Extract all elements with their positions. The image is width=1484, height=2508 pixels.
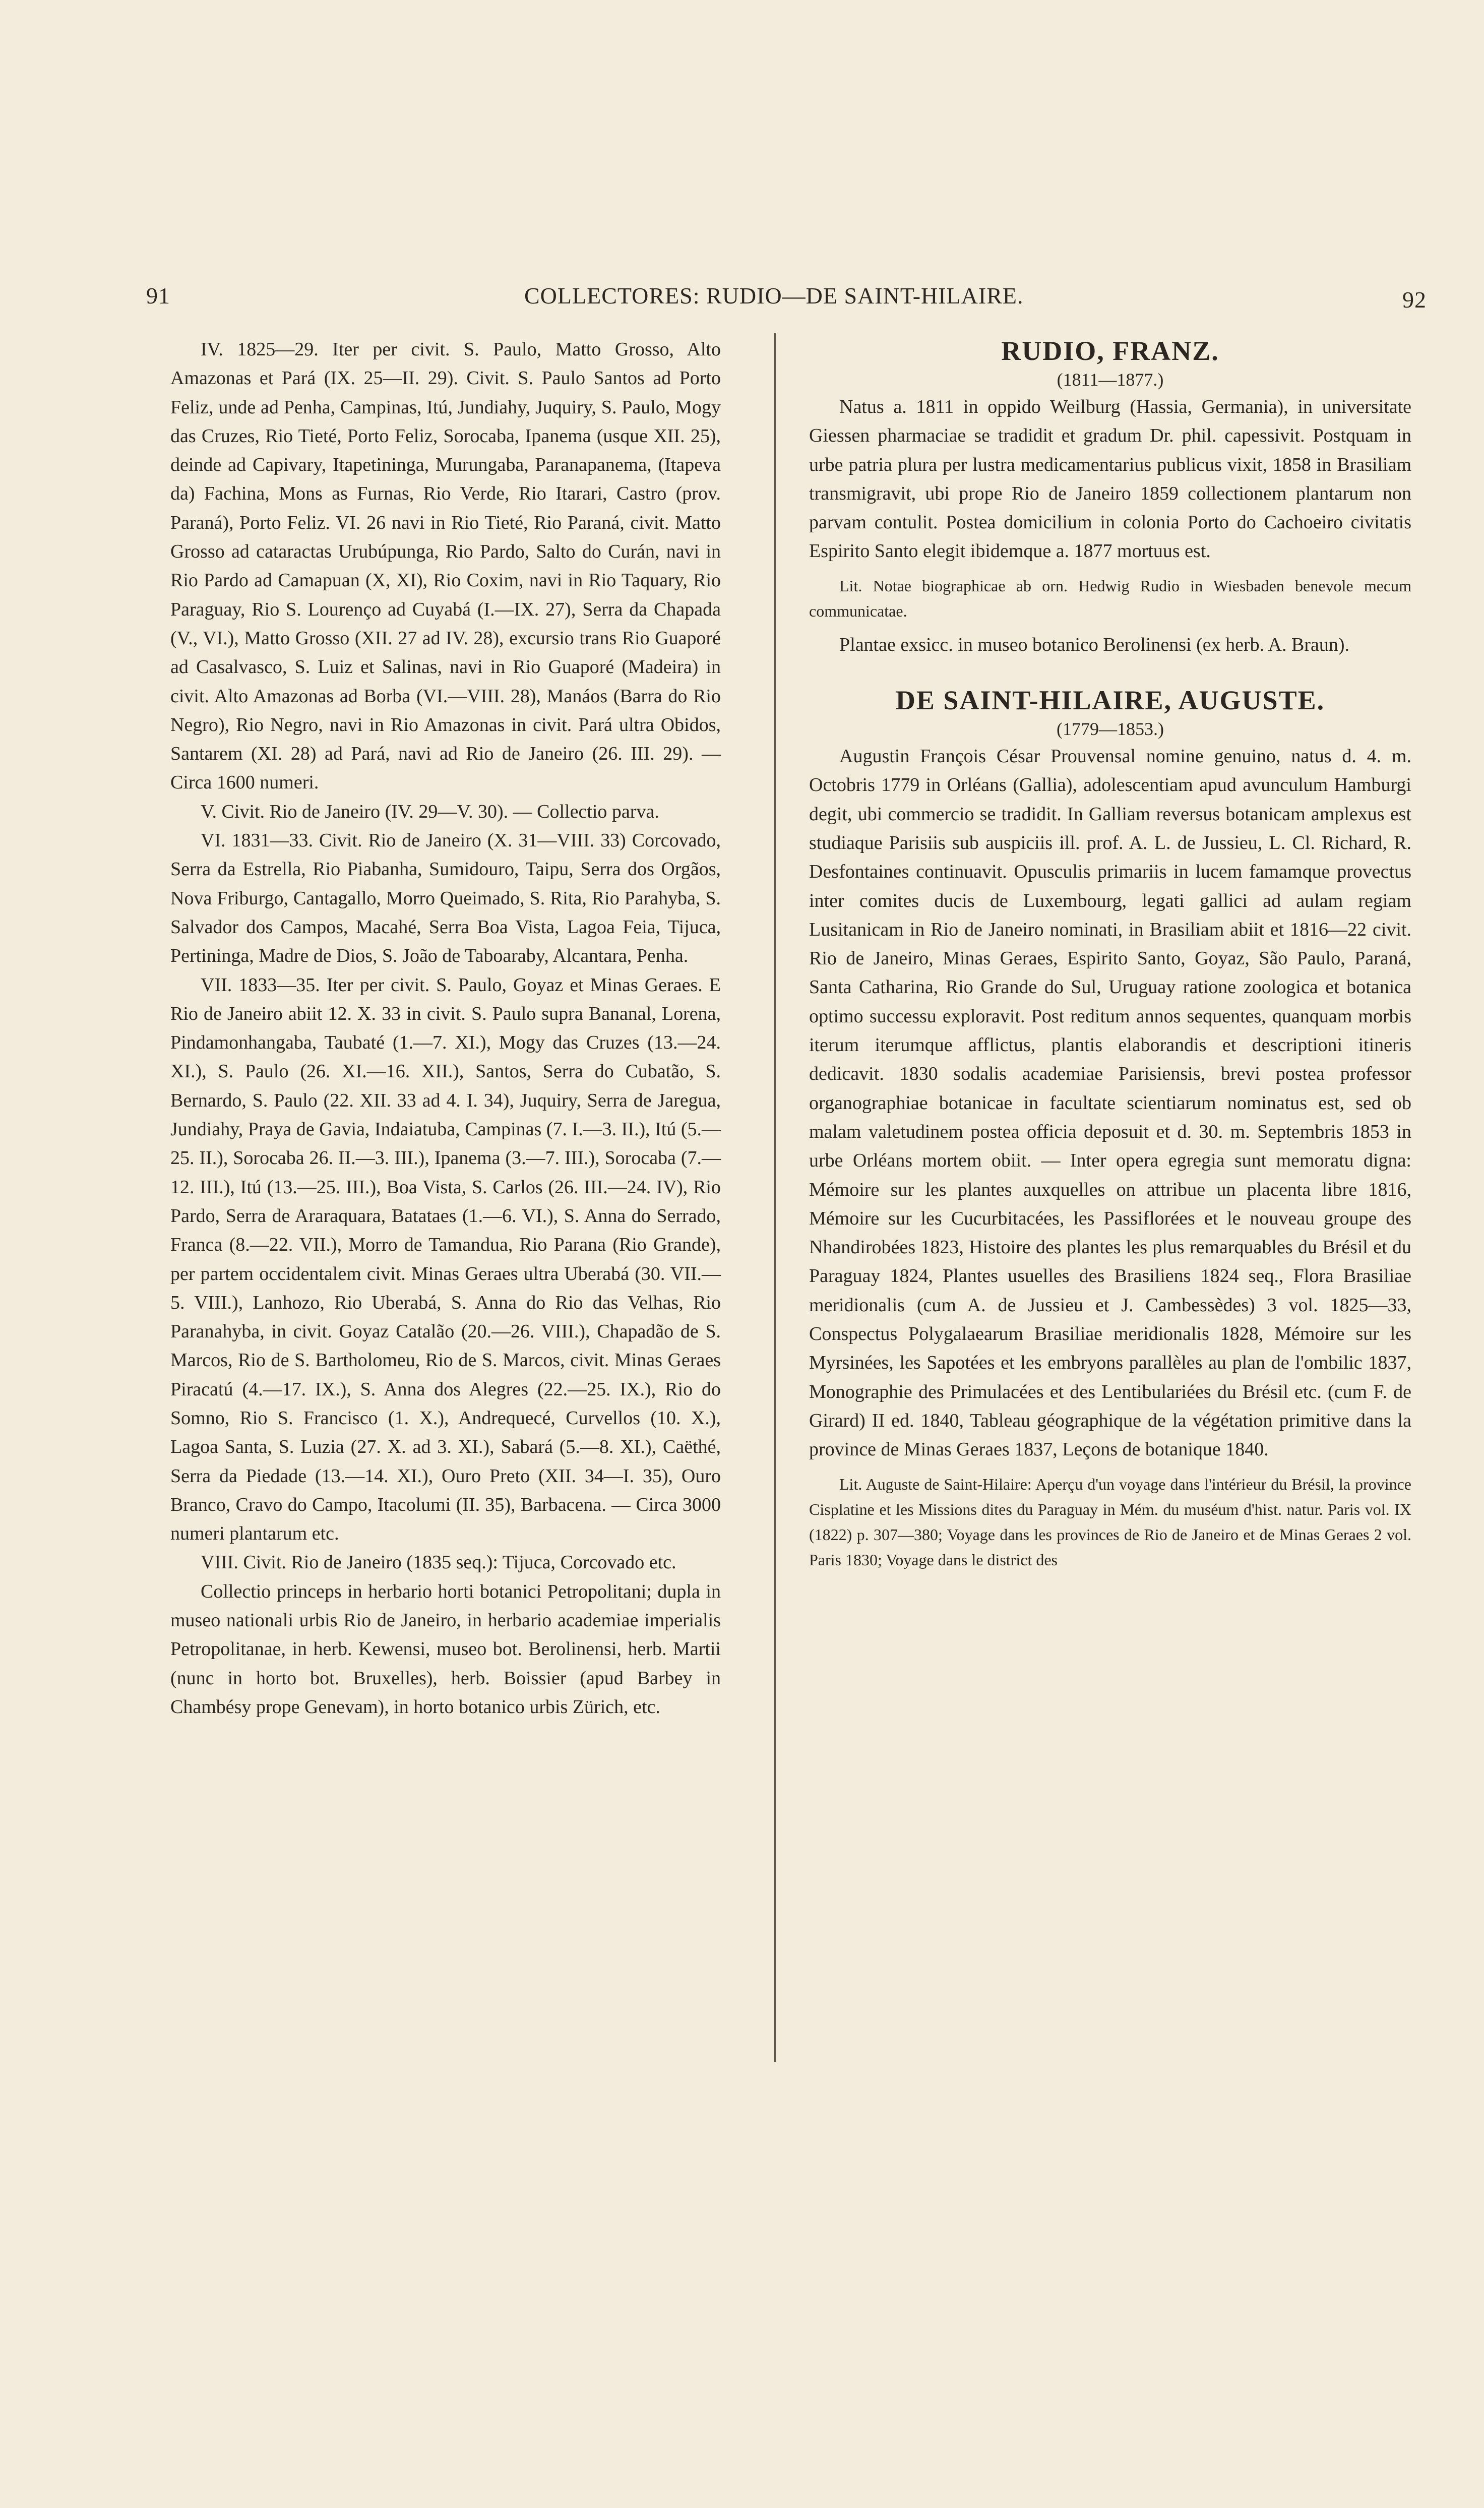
entry-dates-saint-hilaire: (1779—1853.): [1057, 719, 1164, 740]
entry-dates-rudio: (1811—1877.): [1057, 370, 1164, 390]
paragraph-iter-viii: VIII. Civit. Rio de Janeiro (1835 seq.): Tijuca, Corcovado etc.: [201, 1552, 676, 1573]
entry-title-saint-hilaire: DE SAINT-HILAIRE, AUGUSTE.: [895, 685, 1325, 716]
bio-rudio: Natus a. 1811 in oppido Weilburg (Hassia, Germania), in universitate Giessen pharmaciae se tradidit et gradum Dr. phil. capessivit. Postquam in urbe patria plura per lustra medicamentarius publicus vixit, 1858 in Brasiliam transmigravit, ubi prope Rio de Janeiro 1859 collectionem plantarum non parvam contulit. Postea domicilium in colonia Porto do Cachoeiro civitatis Espirito Santo elegit ibidemque a. 1877 mortuus est.: [809, 396, 1411, 562]
paragraph-collectio: Collectio princeps in herbario horti botanici Petropolitani; dupla in museo nationali urbis Rio de Janeiro, in herbario academiae imperialis Petropolitanae, in herb. Kewensi, museo bot. Berolinensi, herb. Martii (nunc in horto bot. Bruxelles), herb. Boissier (apud Barbey in Chambésy prope Genevam), in horto botanico urbis Zürich, etc.: [170, 1580, 721, 1718]
spacer: [809, 659, 1411, 685]
lit-rudio: Lit. Notae biographicae ab orn. Hedwig Rudio in Wiesbaden benevole mecum communicatae.: [809, 576, 1411, 620]
paragraph-iter-iv: IV. 1825—29. Iter per civit. S. Paulo, Matto Grosso, Alto Amazonas et Pará (IX. 25—II. 29). Civit. S. Paulo Santos ad Porto Feliz, unde ad Penha, Campinas, Itú, Jundiahy, Juquiry, S. Paulo, Mogy das Cruzes, Rio Tieté, Porto Feliz, Sorocaba, Ipanema (usque XII. 25), deinde ad Capivary, Itapetininga, Murungaba, Paranapanema, (Itapeva da) Fachina, Mons as Furnas, Rio Verde, Rio Itarari, Castro (prov. Paraná), Porto Feliz. VI. 26 navi in Rio Tieté, Rio Paraná, civit. Matto Grosso ad cataractas Urubúpunga, Rio Pardo, Salto do Curán, navi in Rio Pardo ad Camapuan (X, XI), Rio Coxim, navi in Rio Taquary, Rio Paraguay, Rio S. Lourenço ad Cuyabá (I.—IX. 27), Serra da Chapada (V., VI.), Matto Grosso (XII. 27 ad IV. 28), excursio trans Rio Guaporé ad Casalvasco, S. Luiz et Salinas, navi in Rio Guaporé (Madeira) in civit. Alto Amazonas ad Borba (VI.—VIII. 28), Manáos (Barra do Rio Negro), Rio Negro, navi in Rio Amazonas in civit. Pará ultra Obidos, Santarem (XI. 28) ad Pará, navi ad Rio de Janeiro (26. III. 29). — Circa 1600 numeri.: [170, 339, 721, 793]
paragraph-iter-vii: VII. 1833—35. Iter per civit. S. Paulo, Goyaz et Minas Geraes. E Rio de Janeiro abiit 12. X. 33 in civit. S. Paulo supra Bananal, Lorena, Pindamonhangaba, Taubaté (1.—7. XI.), Mogy das Cruzes (13.—24. XI.), S. Paulo (26. XI.—16. XII.), Santos, Serra do Cubatão, S. Bernardo, S. Paulo (22. XII. 33 ad 4. I. 34), Juquiry, Serra de Jaregua, Jundiahy, Praya de Gavia, Indaiatuba, Campinas (7. I.—3. II.), Itú (5.—25. II.), Sorocaba 26. II.—3. III.), Ipanema (3.—7. III.), Sorocaba (7.—12. III.), Itú (13.—25. III.), Boa Vista, S. Carlos (26. III.—24. IV), Rio Pardo, Serra de Araraquara, Batataes (1.—6. VI.), S. Anna do Serrado, Franca (8.—22. VII.), Morro de Tamandua, Rio Parana (Rio Grande), per partem occidentalem civit. Minas Geraes ultra Uberabá (30. VII.—5. VIII.), Lanhozo, Rio Uberabá, S. Anna do Rio das Velhas, Rio Paranahyba, in civit. Goyaz Catalão (20.—26. VIII.), Chapadão de S. Marcos, Rio de S. Bartholomeu, Rio de S. Marcos, civit. Minas Geraes Piracatú (4.—17. IX.), S. Anna dos Alegres (22.—25. IX.), Rio do Somno, Rio S. Francisco (1. X.), Andrequecé, Curvellos (10. X.), Lagoa Santa, S. Luzia (27. X. ad 3. XI.), Sabará (5.—8. XI.), Caëthé, Serra da Piedade (13.—14. XI.), Ouro Preto (XII. 34—I. 35), Ouro Branco, Cravo do Campo, Itacolumi (II. 35), Barbacena. — Circa 3000 numeri plantarum etc.: [170, 974, 721, 1545]
page-number-right: 92: [1402, 287, 1427, 313]
left-column: [170, 335, 721, 1722]
column-divider: [774, 333, 776, 2062]
right-column: [809, 335, 1411, 1579]
lit-saint-hilaire: Lit. Auguste de Saint-Hilaire: Aperçu d'un voyage dans l'intérieur du Brésil, la province Cisplatine et les Missions dites du Paraguay in Mém. du muséum d'hist. natur. Paris vol. IX (1822) p. 307—380; Voyage dans les provinces de Rio de Janeiro et de Minas Geraes 2 vol. Paris 1830; Voyage dans le district des: [809, 1475, 1411, 1569]
plantae-rudio: Plantae exsicc. in museo botanico Berolinensi (ex herb. A. Braun).: [839, 634, 1350, 655]
paragraph-iter-vi: VI. 1831—33. Civit. Rio de Janeiro (X. 31—VIII. 33) Corcovado, Serra da Estrella, Rio Piabanha, Sumidouro, Taipu, Serra dos Orgãos, Nova Friburgo, Cantagallo, Morro Queimado, S. Rita, Rio Parahyba, S. Salvador dos Campos, Macahé, Serra Boa Vista, Lagoa Feia, Tijuca, Pertininga, Madre de Dios, S. João de Taboaraby, Alcantara, Penha.: [170, 830, 721, 967]
bio-saint-hilaire: Augustin François César Prouvensal nomine genuino, natus d. 4. m. Octobris 1779 in Orléans (Gallia), adolescentiam apud avunculum Hamburgi degit, ubi commercio se tradidit. In Galliam reversus botanicam amplexus est studiaque Parisiis sub auspiciis ill. prof. A. L. de Jussieu, L. Cl. Richard, R. Desfontaines continuavit. Opusculis primariis in lucem famamque provectus inter comites ducis de Luxembourg, legati gallici ad aulam regiam Lusitanicam in Rio de Janeiro nominati, in Brasiliam abiit et 1816—22 civit. Rio de Janeiro, Minas Geraes, Espirito Santo, Goyaz, São Paulo, Paraná, Santa Catharina, Rio Grande do Sul, Uruguay ratione zoologica et botanica optimo successu exploravit. Post reditum annos sequentes, quanquam morbis iterum iterumque afflictus, plantis elaborandis et descriptioni itineris dedicavit. 1830 sodalis academiae Parisiensis, brevi postea professor organographiae botanicae in facultate scientiarum nominatus est, sed ob malam valetudinem postea officia deposuit et d. 30. m. Septembris 1853 in urbe Orléans mortem obiit. — Inter opera egregia sunt memoratu digna: Mémoire sur les plantes auxquelles on attribue un placenta libre 1816, Mémoire sur les Cucurbitacées, les Passiflorées et le nouveau groupe des Nhandirobées 1823, Histoire des plantes les plus remarquables du Brésil et du Paraguay 1824, Plantes usuelles des Brasiliens 1824 seq., Flora Brasiliae meridionalis (cum A. de Jussieu et J. Cambessèdes) 3 vol. 1825—33, Conspectus Polygalaearum Brasiliae meridionalis 1828, Mémoire sur les Myrsinées, les Sapotées et les embryons parallèles au plan de l'ombilic 1837, Monographie des Primulacées et des Lentibulariées du Brésil etc. (cum F. de Girard) II ed. 1840, Tableau géographique de la végétation primitive dans la province de Minas Geraes 1837, Leçons de botanique 1840.: [809, 746, 1411, 1460]
entry-title-rudio: RUDIO, FRANZ.: [1001, 336, 1219, 366]
running-head: [146, 282, 1427, 323]
running-title: COLLECTORES: RUDIO—DE SAINT-HILAIRE.: [524, 283, 1024, 309]
paragraph-iter-v: V. Civit. Rio de Janeiro (IV. 29—V. 30). — Collectio parva.: [201, 801, 659, 822]
page-number-left: 91: [146, 283, 170, 309]
